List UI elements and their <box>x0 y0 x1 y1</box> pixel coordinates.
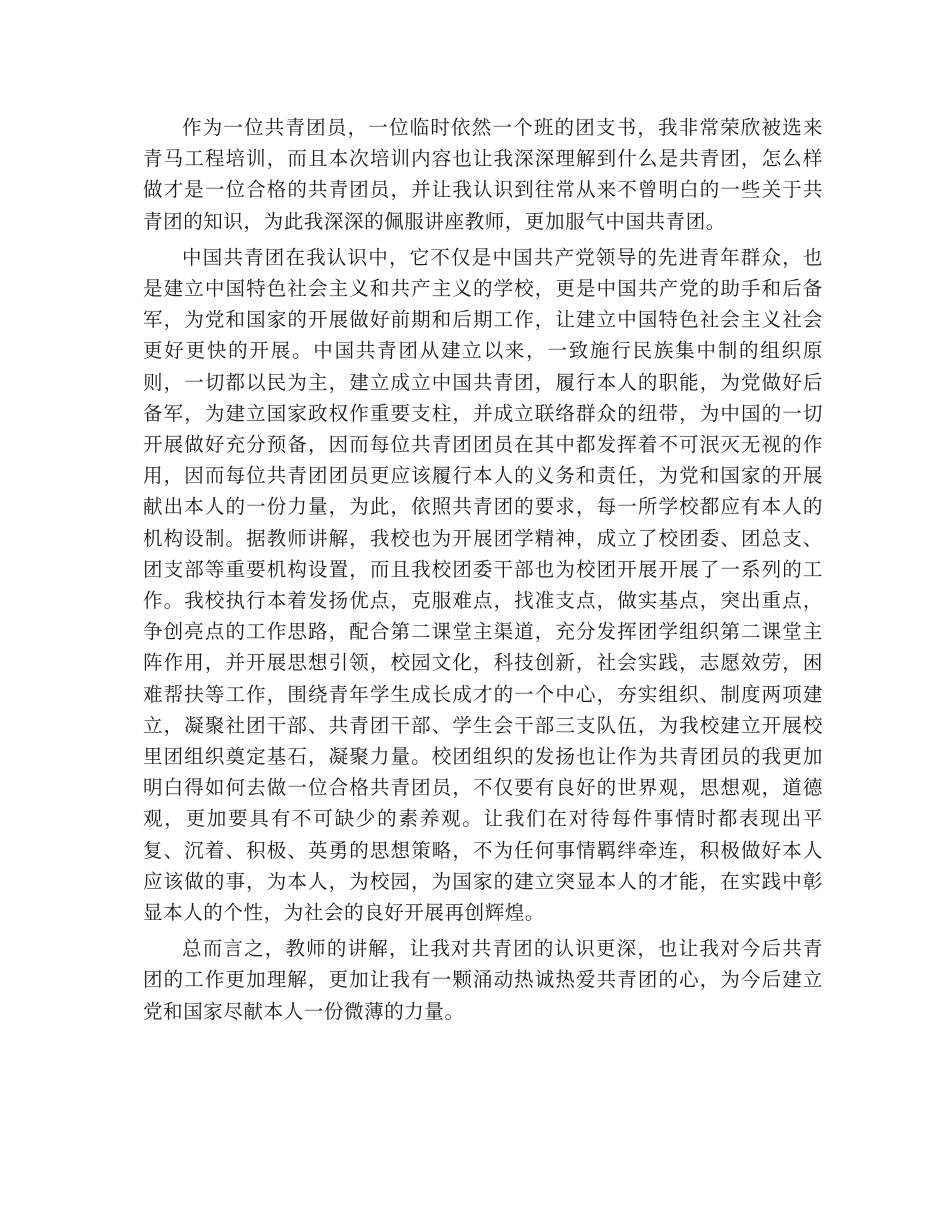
paragraph-intro: 作为一位共青团员，一位临时依然一个班的团支书，我非常荣欣被选来青马工程培训，而且本次培训内容也让我深深理解到什么是共青团，怎么样做才是一位合格的共青团员，并让我认识到往常从来不曾明白的一些关于共青团的知识，为此我深深的佩服讲座教师，更加服气中国共青团。 <box>143 116 823 233</box>
paragraph-body: 中国共青团在我认识中，它不仅是中国共产党领导的先进青年群众，也是建立中国特色社会主义和共产主义的学校，更是中国共产党的助手和后备军，为党和国家的开展做好前期和后期工作，让建立中国特色社会主义社会更好更快的开展。中国共青团从建立以来，一致施行民族集中制的组织原则，一切都以民为主，建立成立中国共青团，履行本人的职能，为党做好后备军，为建立国家政权作重要支柱，并成立联络群众的纽带，为中国的一切开展做好充分预备，因而每位共青团团员在其中都发挥着不可泯灭无视的作用，因而每位共青团团员更应该履行本人的义务和责任，为党和国家的开展献出本人的一份力量，为此，依照共青团的要求，每一所学校都应有本人的机构设制。据教师讲解，我校也为开展团学精神，成立了校团委、团总支、团支部等重要机构设置，而且我校团委干部也为校团开展开展了一系列的工作。我校执行本着发扬优点，克服难点，找准支点，做实基点，突出重点，争创亮点的工作思路，配合第二课堂主渠道，充分发挥团学组织第二课堂主阵作用，并开展思想引领，校园文化，科技创新，社会实践，志愿效劳，困难帮扶等工作，围绕青年学生成长成才的一个中心，夯实组织、制度两项建立，凝聚社团干部、共青团干部、学生会干部三支队伍，为我校建立开展校里团组织奠定基石，凝聚力量。校团组织的发扬也让作为共青团员的我更加明白得如何去做一位合格共青团员，不仅要有良好的世界观，思想观，道德观，更加要具有不可缺少的素养观。让我们在对待每件事情时都表现出平复、沉着、积极、英勇的思想策略，不为任何事情羁绊牵连，积极做好本人应该做的事，为本人，为校园，为国家的建立突显本人的才能，在实践中彰显本人的个性，为社会的良好开展再创辉煌。 <box>143 245 823 925</box>
paragraph-conclusion: 总而言之，教师的讲解，让我对共青团的认识更深，也让我对今后共青团的工作更加理解，更加让我有一颗涌动热诚热爱共青团的心，为今后建立党和国家尽献本人一份微薄的力量。 <box>143 937 823 1023</box>
document-page <box>143 112 823 1027</box>
